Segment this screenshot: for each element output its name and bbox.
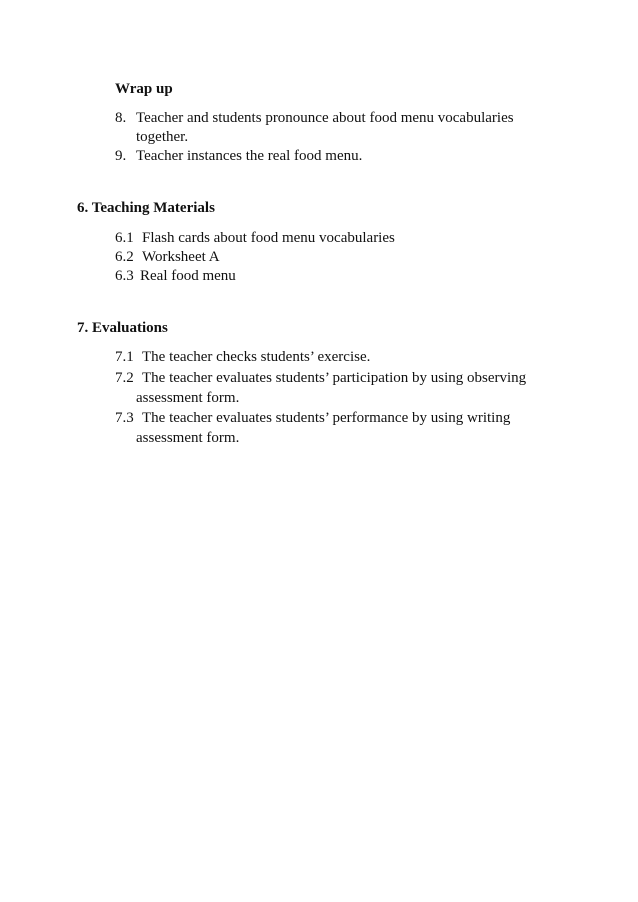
list-item-text: Worksheet A — [142, 249, 220, 265]
list-item-text: The teacher evaluates students’ performance by using writing — [142, 410, 511, 426]
list-item-continuation: assessment form. — [136, 390, 240, 406]
list-item-8 — [115, 109, 514, 127]
list-item-continuation: assessment form. — [136, 430, 240, 446]
list-item-number: 7.3 — [115, 410, 134, 426]
list-item-7-2 — [115, 369, 526, 387]
teaching-materials-heading: 6. Teaching Materials — [77, 200, 215, 216]
evaluations-heading: 7. Evaluations — [77, 320, 168, 336]
list-item-number: 7.2 — [115, 370, 134, 386]
list-item-text: Flash cards about food menu vocabularies — [142, 230, 395, 246]
list-item-text: The teacher checks students’ exercise. — [142, 349, 371, 365]
list-item-7-1 — [115, 348, 370, 366]
list-item-number: 6.2 — [115, 249, 134, 265]
list-item-9 — [115, 147, 362, 165]
wrap-up-heading: Wrap up — [115, 81, 173, 97]
list-item-number: 9. — [115, 148, 127, 164]
list-item-6-2 — [115, 248, 220, 266]
list-item-continuation: together. — [136, 129, 189, 145]
list-item-text: Teacher instances the real food menu. — [136, 148, 363, 164]
list-item-number: 6.3 — [115, 268, 134, 284]
list-item-number: 7.1 — [115, 349, 134, 365]
list-item-text: The teacher evaluates students’ participation by using observing — [142, 370, 527, 386]
list-item-text: Real food menu — [140, 268, 236, 284]
list-item-number: 6.1 — [115, 230, 134, 246]
list-item-text: Teacher and students pronounce about food menu vocabularies — [136, 110, 514, 126]
list-item-6-3 — [115, 267, 236, 285]
list-item-6-1 — [115, 229, 395, 247]
list-item-number: 8. — [115, 110, 127, 126]
list-item-7-3 — [115, 409, 510, 427]
